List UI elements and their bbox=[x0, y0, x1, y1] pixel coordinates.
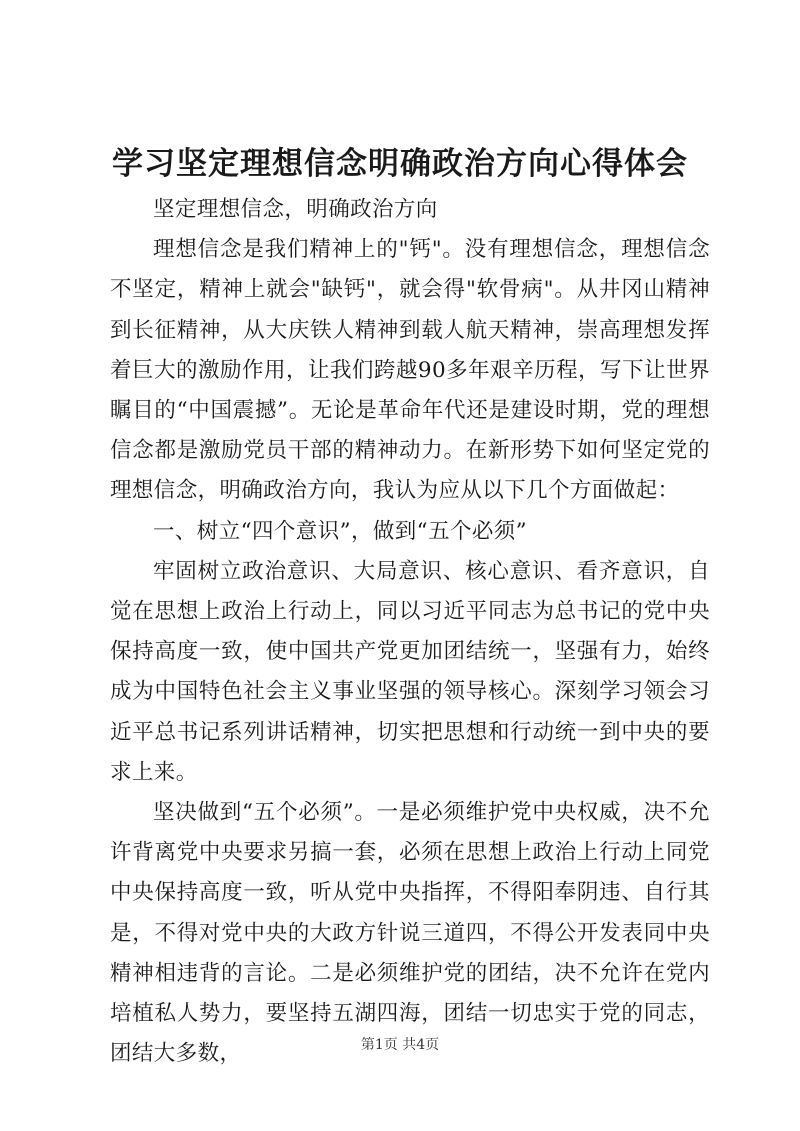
body-paragraph: 理想信念是我们精神上的"钙"。没有理想信念，理想信念不坚定，精神上就会"缺钙"，就会得"软骨病"。从井冈山精神到长征精神，从大庆铁人精神到载人航天精神，崇高理想发挥着巨大的激励作用，让我们跨越90多年艰辛历程，写下让世界瞩目的“中国震撼”。无论是革命年代还是建设时期，党的理想信念都是激励党员干部的精神动力。在新形势下如何坚定党的理想信念，明确政治方向，我认为应从以下几个方面做起： bbox=[110, 237, 710, 504]
body-paragraph: 坚决做到“五个必须”。一是必须维护党中央权威，决不允许背离党中央要求另搞一套，必须在思想上政治上行动上同党中央保持高度一致，听从党中央指挥，不得阳奉阴违、自行其是，不得对党中央的大政方针说三道四，不得公开发表同中央精神相违背的言论。二是必须维护党的团结，决不允许在党内培植私人势力，要坚持五湖四海，团结一切忠实于党的同志，团结大多数， bbox=[110, 800, 710, 1067]
document-title: 学习坚定理想信念明确政治方向心得体会 bbox=[112, 146, 688, 182]
section-heading: 一、树立“四个意识”，做到“五个必须” bbox=[153, 518, 528, 544]
body-paragraph: 牢固树立政治意识、大局意识、核心意识、看齐意识，自觉在思想上政治上行动上，同以习近平同志为总书记的党中央保持高度一致，使中国共产党更加团结统一，坚强有力，始终成为中国特色社会主义事业坚强的领导核心。深刻学习领会习近平总书记系列讲话精神，切实把思想和行动统一到中央的要求上来。 bbox=[110, 558, 710, 785]
section-heading: 坚定理想信念，明确政治方向 bbox=[153, 197, 438, 222]
document-body bbox=[110, 190, 710, 1074]
page-number-footer: 第1页 共4页 bbox=[360, 1037, 440, 1053]
